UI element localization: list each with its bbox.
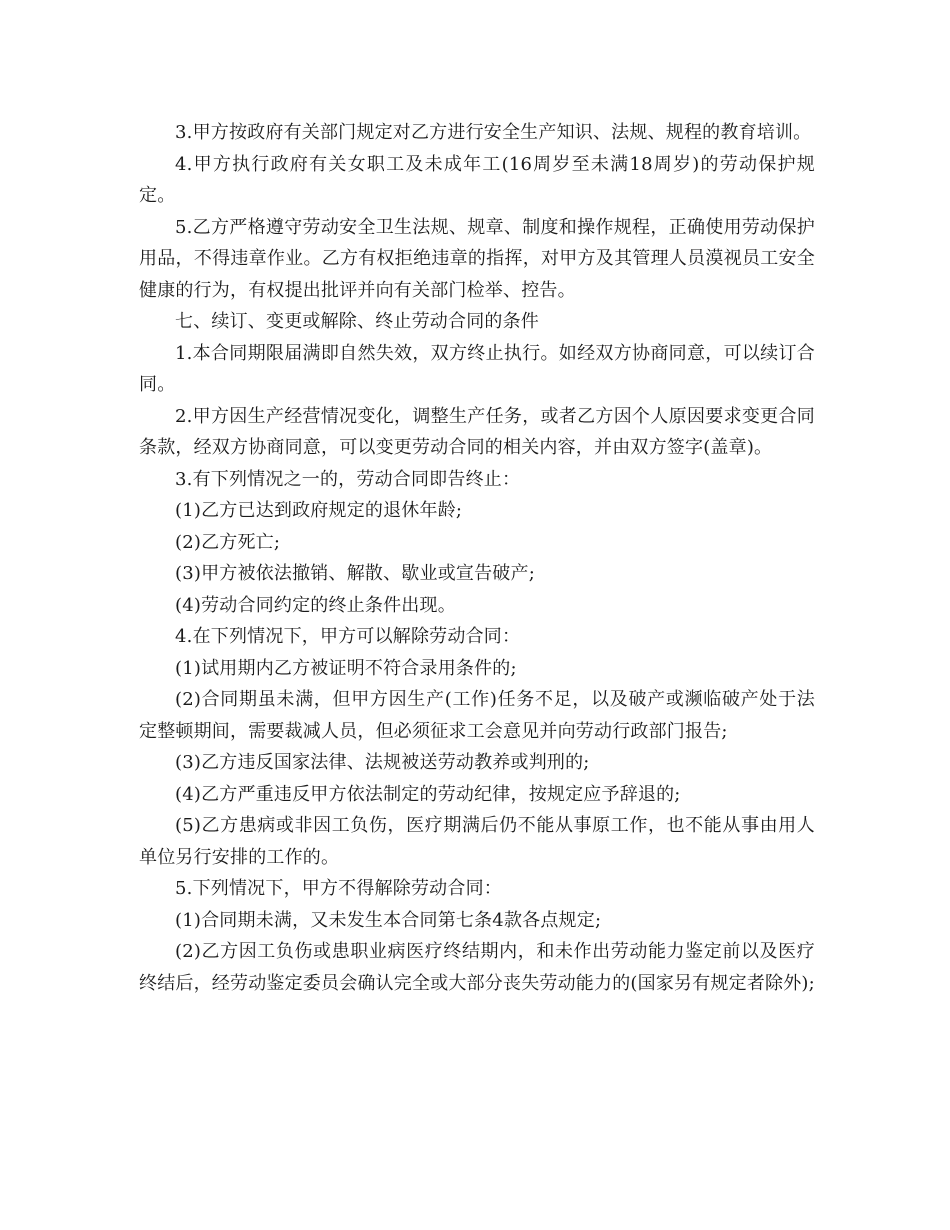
list-item: (2)乙方因工负伤或患职业病医疗终结期内，和未作出劳动能力鉴定前以及医疗终结后，经劳动鉴定委员会确认完全或大部分丧失劳动能力的(国家另有规定者除外); xyxy=(139,941,815,994)
list-item: (4)乙方严重违反甲方依法制定的劳动纪律，按规定应予辞退的; xyxy=(175,783,681,805)
list-item: (2)合同期虽未满，但甲方因生产(工作)任务不足，以及破产或濒临破产处于法定整顿期间，需要裁减人员，但必须征求工会意见并向劳动行政部门报告; xyxy=(139,689,815,742)
list-item: (3)甲方被依法撤销、解散、歇业或宣告破产; xyxy=(175,563,535,584)
list-item: (3)乙方违反国家法律、法规被送劳动教养或判刑的; xyxy=(175,752,590,773)
list-item: (4)劳动合同约定的终止条件出现。 xyxy=(175,594,456,616)
paragraph: 5.乙方严格遵守劳动安全卫生法规、规章、制度和操作规程，正确使用劳动保护用品，不得违章作业。乙方有权拒绝违章的指挥，对甲方及其管理人员漠视员工安全健康的行为，有权提出批评并向有关部门检举、控告。 xyxy=(139,216,815,301)
paragraph: 2.甲方因生产经营情况变化，调整生产任务，或者乙方因个人原因要求变更合同条款，经双方协商同意，可以变更劳动合同的相关内容，并由双方签字(盖章)。 xyxy=(139,405,815,458)
paragraph: 3.甲方按政府有关部门规定对乙方进行安全生产知识、法规、规程的教育培训。 xyxy=(175,122,812,143)
paragraph: 3.有下列情况之一的，劳动合同即告终止： xyxy=(175,468,521,490)
list-item: (5)乙方患病或非因工负伤，医疗期满后仍不能从事原工作，也不能从事由用人单位另行安排的工作的。 xyxy=(139,815,815,868)
document-body xyxy=(139,117,815,999)
list-item: (1)乙方已达到政府规定的退休年龄; xyxy=(175,500,463,521)
paragraph: 5.下列情况下，甲方不得解除劳动合同： xyxy=(175,878,502,899)
list-item: (2)乙方死亡; xyxy=(175,531,281,553)
paragraph: 1.本合同期限届满即自然失效，双方终止执行。如经双方协商同意，可以续订合同。 xyxy=(139,342,815,395)
list-item: (1)试用期内乙方被证明不符合录用条件的; xyxy=(175,657,517,679)
paragraph: 4.甲方执行政府有关女职工及未成年工(16周岁至未满18周岁)的劳动保护规定。 xyxy=(139,153,815,206)
paragraph: 4.在下列情况下，甲方可以解除劳动合同： xyxy=(175,626,521,647)
section-heading: 七、续订、变更或解除、终止劳动合同的条件 xyxy=(175,311,539,332)
list-item: (1)合同期未满，又未发生本合同第七条4款各点规定; xyxy=(175,909,602,931)
